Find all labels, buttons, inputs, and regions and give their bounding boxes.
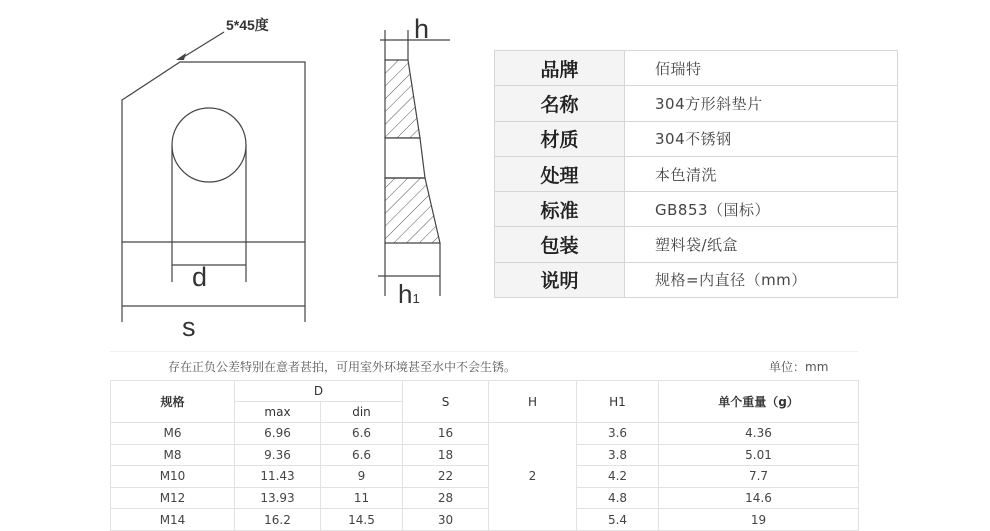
cell-h1: 4.2 [577, 466, 659, 488]
label-h1-sub: 1 [412, 291, 420, 306]
label-s: s [182, 312, 196, 342]
header-d-din: din [321, 402, 403, 423]
spec-key: 处理 [495, 156, 625, 191]
cell-din: 11 [321, 487, 403, 509]
spec-value: 规格=内直径（mm） [625, 262, 898, 297]
washer-outline [122, 62, 305, 242]
table-row [111, 487, 859, 509]
cell-max: 16.2 [235, 509, 321, 531]
spec-key: 品牌 [495, 51, 625, 86]
header-s: S [403, 381, 489, 423]
spec-value: 塑料袋/纸盒 [625, 227, 898, 262]
cell-spec: M12 [111, 487, 235, 509]
spec-value: 佰瑞特 [625, 51, 898, 86]
table-row [111, 423, 859, 445]
spec-key: 说明 [495, 262, 625, 297]
header-h: H [489, 381, 577, 423]
header-weight: 单个重量（g） [659, 381, 859, 423]
cell-din: 6.6 [321, 444, 403, 466]
spec-row-material [495, 121, 898, 156]
spec-row-brand [495, 51, 898, 86]
spec-table [494, 50, 898, 298]
cell-h1: 5.4 [577, 509, 659, 531]
spec-key: 材质 [495, 121, 625, 156]
cell-s: 30 [403, 509, 489, 531]
cell-spec: M6 [111, 423, 235, 445]
cell-spec: M8 [111, 444, 235, 466]
cell-weight: 14.6 [659, 487, 859, 509]
header-spec: 规格 [111, 381, 235, 423]
note-row [110, 351, 858, 381]
spec-row-packaging [495, 227, 898, 262]
unit-label: 单位：mm [769, 360, 829, 374]
spec-value: 304方形斜垫片 [625, 86, 898, 121]
cell-max: 9.36 [235, 444, 321, 466]
header-d: D [235, 381, 403, 402]
cell-din: 9 [321, 466, 403, 488]
cell-max: 11.43 [235, 466, 321, 488]
spec-row-treatment [495, 156, 898, 191]
cell-weight: 7.7 [659, 466, 859, 488]
cell-s: 18 [403, 444, 489, 466]
cell-max: 13.93 [235, 487, 321, 509]
chamfer-leader [182, 32, 224, 58]
spec-row-name [495, 86, 898, 121]
cell-max: 6.96 [235, 423, 321, 445]
table-row [111, 444, 859, 466]
cell-weight: 4.36 [659, 423, 859, 445]
cell-s: 16 [403, 423, 489, 445]
cell-s: 22 [403, 466, 489, 488]
cell-spec: M10 [111, 466, 235, 488]
cell-din: 14.5 [321, 509, 403, 531]
chamfer-label: 5*45度 [226, 17, 269, 33]
cell-s: 28 [403, 487, 489, 509]
label-h: h [414, 14, 430, 44]
cell-weight: 19 [659, 509, 859, 531]
front-view [122, 32, 305, 322]
dimension-table [110, 380, 859, 531]
spec-row-description [495, 262, 898, 297]
header-h1: H1 [577, 381, 659, 423]
spec-key: 名称 [495, 86, 625, 121]
spec-key: 包装 [495, 227, 625, 262]
spec-key: 标准 [495, 192, 625, 227]
table-row [111, 466, 859, 488]
cell-spec: M14 [111, 509, 235, 531]
side-view [378, 30, 450, 296]
table-row [111, 509, 859, 531]
washer-hole [172, 108, 246, 182]
technical-drawing [0, 0, 490, 345]
label-d: d [192, 262, 208, 292]
cell-h1: 3.6 [577, 423, 659, 445]
spec-value: 304不锈钢 [625, 121, 898, 156]
spec-value: GB853（国标） [625, 192, 898, 227]
label-h1-main: h [398, 279, 413, 309]
header-d-max: max [235, 402, 321, 423]
cell-h1: 4.8 [577, 487, 659, 509]
tolerance-note: 存在正负公差特别在意者甚拍，可用室外环境甚至水中不会生锈。 [168, 360, 517, 374]
spec-value: 本色清洗 [625, 156, 898, 191]
cell-din: 6.6 [321, 423, 403, 445]
label-h1 [398, 279, 420, 309]
spec-row-standard [495, 192, 898, 227]
cell-h1: 3.8 [577, 444, 659, 466]
cell-weight: 5.01 [659, 444, 859, 466]
cell-h: 2 [489, 423, 577, 531]
